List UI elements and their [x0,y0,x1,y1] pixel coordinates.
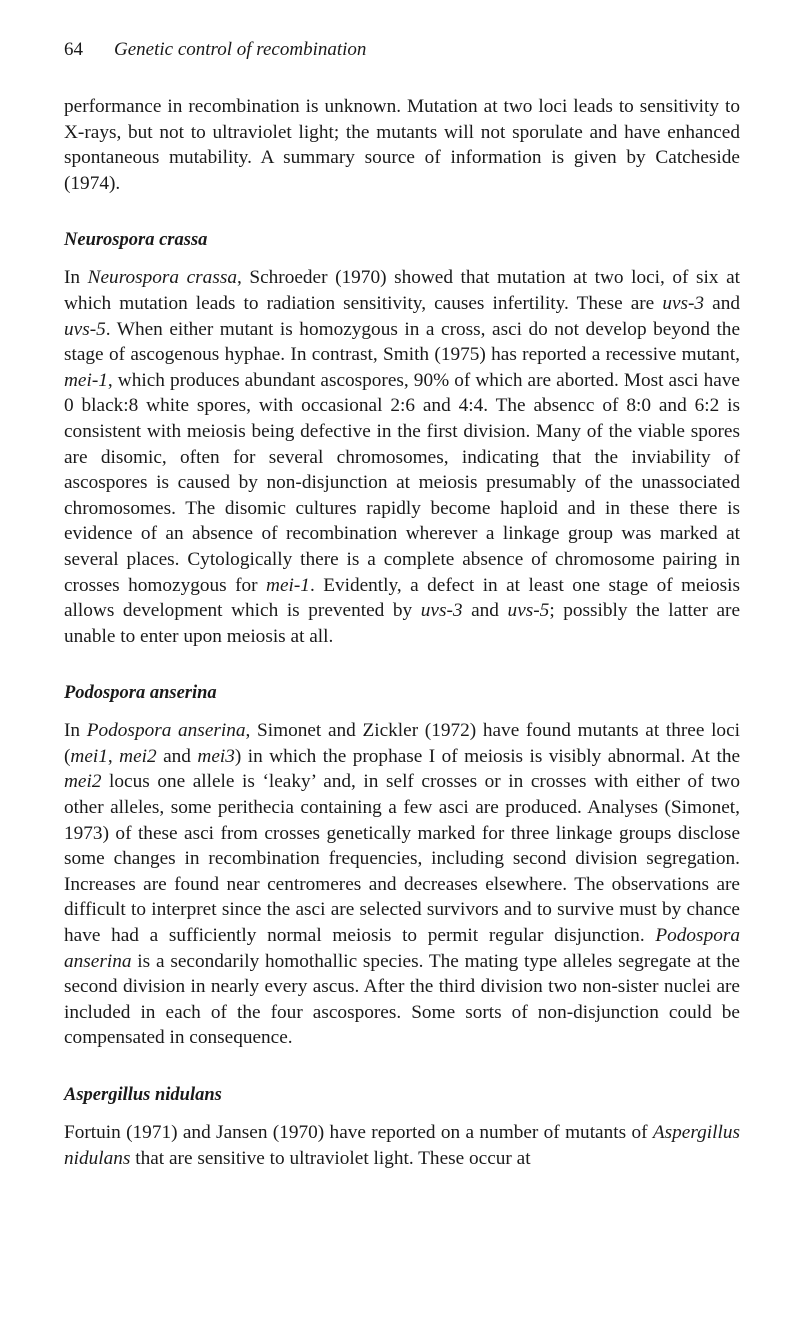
heading-podospora: Podospora anserina [64,683,217,704]
running-title: Genetic control of recombination [114,39,367,60]
page-number: 64 [64,39,83,60]
heading-aspergillus: Aspergillus nidulans [64,1085,222,1105]
running-head [64,38,740,62]
heading-neurospora: Neurospora crassa [64,230,208,251]
page [64,38,740,1171]
podospora-paragraph: In Podospora anserina, Simonet and Zickler (1972) have found mutants at three loci (mei1, mei2 and mei3) in which the prophase I of meiosis is visibly abnormal. At the mei2 locus one allele is ‘leaky’ and, in self crosses or in crosses with either of two other alleles, some perithecia containing a few asci are produced. Analyses (Simonet, 1973) of these asci from crosses genetically marked for three linkage groups disclose some changes in recombination frequencies, including second division segregation. Increases are found near centromeres and decreases elsewhere. The observations are difficult to interpret since the asci are selected survivors and to survive must by chance have had a sufficiently normal meiosis to permit regular disjunction. Podospora anserina is a secondarily homothallic species. The mating type alleles segregate at the second division in nearly every ascus. After the third division two non-sister nuclei are included in each of the four ascospores. Some sorts of non-disjunction could be compensated in consequence. [64,720,741,1049]
neurospora-paragraph: In Neurospora crassa, Schroeder (1970) showed that mutation at two loci, of six at which mutation leads to radiation sensitivity, causes infertility. These are uvs-3 and uvs-5. When either mutant is homozygous in a cross, asci do not develop beyond the stage of ascogenous hyphae. In contrast, Smith (1975) has reported a recessive mutant, mei-1, which produces abundant ascospores, 90% of which are aborted. Most asci have 0 black:8 white spores, with occasional 2:6 and 4:4. The absencc of 8:0 and 6:2 is consistent with meiosis being defective in the first division. Many of the viable spores are disomic, often for several chromosomes, indicating that the inviability of ascospores is caused by non-disjunction at meiosis presumably of the unassociated chromosomes. The disomic cultures rapidly become haploid and in these there is evidence of an absence of recombination wherever a linkage group was marked at several places. Cytologically there is a complete absence of chromosome pairing in crosses homozygous for mei-1. Evidently, a defect in at least one stage of meiosis allows development which is prevented by uvs-3 and uvs-5; possibly the latter are unable to enter upon meiosis at all. [64,267,741,647]
aspergillus-paragraph: Fortuin (1971) and Jansen (1970) have reported on a number of mutants of Aspergillus nidulans that are sensitive to ultraviolet light. These occur at [64,1122,740,1169]
intro-paragraph: performance in recombination is unknown. Mutation at two loci leads to sensitivity to X-rays, but not to ultraviolet light; the mutants will not sporulate and have enhanced spontaneous mutability. A summary source of information is given by Catcheside (1974). [64,96,740,194]
